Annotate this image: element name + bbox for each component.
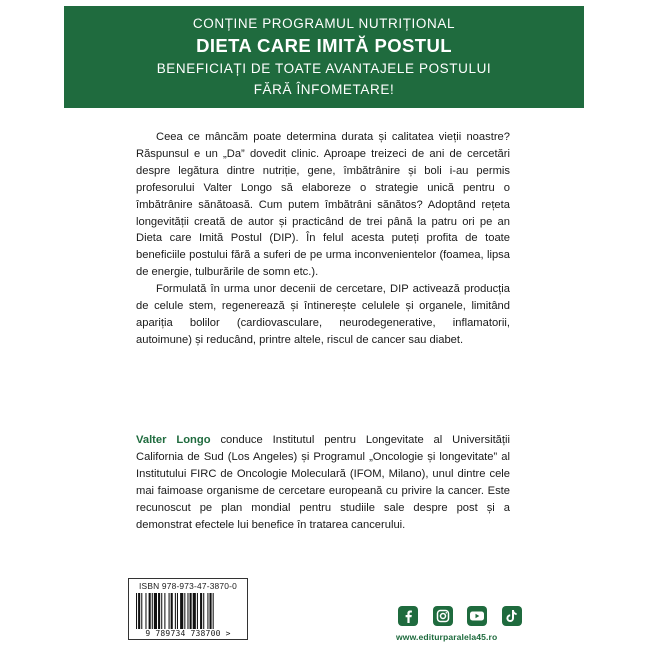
facebook-icon[interactable] [398,606,418,626]
barcode-bar [145,593,146,629]
barcode-bar [154,593,157,629]
barcode-bar [193,593,196,629]
barcode-bar [180,593,183,629]
barcode-bar [200,593,202,629]
barcode-bar [158,593,160,629]
author-name: Valter Longo [136,434,211,446]
barcode-bar [184,593,185,629]
description-paragraph-1: Ceea ce mâncăm poate determina durata și calitatea vieții noastre? Răspunsul e un „Da” dovedit clinic. Aproape treizeci de ani de cercetări despre legătura dintre nutriție, gene, îmbătrânire și boli i-au permis profesorului Valter Longo să elaboreze o strategie unică pentru o îmbătrânire sănătoasă. Cum putem îmbătrâni sănătos? Adoptând rețeta longevității creată de autor și practicând de trei până la patru ori pe an Dieta care Imită Postul (DIP). În felul acesta puteți profita de toate beneficiile postului fără a suferi de pe urma inconvenientelor (foamea, lipsa de energie, tulburările de somn etc.). [136,131,510,279]
barcode-bar [213,593,214,629]
barcode-bar [210,593,212,629]
instagram-icon[interactable] [433,606,453,626]
barcode-bar [190,593,192,629]
barcode-bar [164,593,165,629]
description-paragraph-2: Formulată în urma unor decenii de cercetare, DIP activează producția de celule stem, regenerează și întinerește celulele și organele, limitând apariția bolilor (cardiovasculare, neurodegenerative, inflamatorii, autoimune) și reducând, printre altele, riscul de cancer sau diabet. [136,283,510,346]
barcode-bar [138,593,140,629]
barcode-bar [197,593,198,629]
youtube-icon[interactable] [467,606,487,626]
barcode-bar [169,593,170,629]
banner-title: DIETA CARE IMITĂ POSTUL [196,35,452,56]
barcode-bar [203,593,204,629]
banner-subtitle-1: BENEFICIAȚI DE TOATE AVANTAJELE POSTULUI [156,61,492,76]
author-bio [136,432,510,533]
barcode-digits: 9 789734 738700 > [131,629,245,638]
banner-subtitle-2: FĂRĂ ÎNFOMETARE! [253,82,395,97]
barcode-box [128,578,248,640]
description [136,129,510,349]
barcode-bar [161,593,162,629]
barcode-bar [149,593,151,629]
isbn-label: ISBN 978-973-47-3870-0 [139,581,237,591]
barcode-bar [175,593,176,629]
barcode-bar [136,593,137,629]
barcode-bar [171,593,173,629]
barcode-bar [187,593,188,629]
social-links [398,606,522,626]
author-bio-text: conduce Institutul pentru Longevitate al Universității California de Sud (Los Angeles) și Programul „Oncologie și longevitate” al Institutului FIRC de Oncologie Moleculară (IFOM, Milano), unul dintre cele mai faimoase organisme de cercetare europeană cu privire la cancer. Este recunoscut pe plan mondial pentru studiile sale despre post și a demonstrat efectele lui benefice în tratarea cancerului. [136,434,510,531]
barcode-bar [152,593,153,629]
tiktok-icon[interactable] [502,606,522,626]
barcode-bar [141,593,142,629]
title-banner [64,6,584,108]
barcode-bar [207,593,208,629]
banner-tagline: CONȚINE PROGRAMUL NUTRIȚIONAL [192,16,456,31]
barcode-bars [134,593,242,629]
barcode-bar [177,593,178,629]
publisher-website[interactable]: www.editurparalela45.ro [396,632,498,642]
